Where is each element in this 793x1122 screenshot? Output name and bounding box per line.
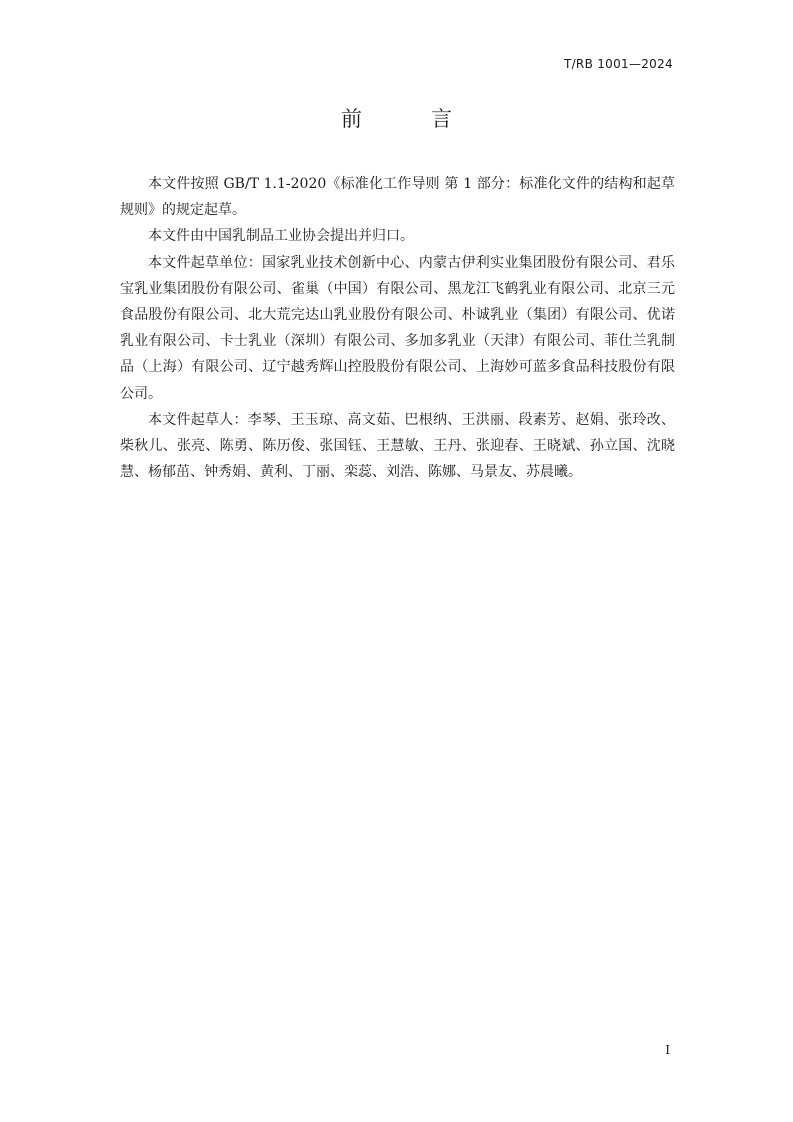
page-title: 前 言 (341, 107, 476, 131)
page-number: I (665, 1043, 670, 1057)
foreword-body (120, 171, 675, 485)
document-code: T/RB 1001—2024 (563, 57, 673, 71)
paragraph-drafting-rules: 本文件按照 GB/T 1.1-2020《标准化工作导则 第 1 部分：标准化文件的结构和起草规则》的规定起草。 (120, 176, 675, 219)
paragraph-drafting-units: 本文件起草单位：国家乳业技术创新中心、内蒙古伊利实业集团股份有限公司、君乐宝乳业集团股份有限公司、雀巢（中国）有限公司、黑龙江飞鹤乳业有限公司、北京三元食品股份有限公司、北大荒完达山乳业股份有限公司、朴诚乳业（集团）有限公司、优诺乳业有限公司、卡士乳业（深圳）有限公司、多加多乳业（天津）有限公司、菲仕兰乳制品（上海）有限公司、辽宁越秀辉山控股股份有限公司、上海妙可蓝多食品科技股份有限公司。 (120, 254, 675, 402)
paragraph-drafters: 本文件起草人：李琴、王玉琼、高文茹、巴根纳、王洪丽、段素芳、赵娟、张玲改、柴秋儿、张亮、陈勇、陈历俊、张国钰、王慧敏、王丹、张迎春、王晓斌、孙立国、沈晓慧、杨郁茁、钟秀娟、黄利、丁丽、栾蕊、刘浩、陈娜、马景友、苏晨曦。 (120, 411, 675, 481)
paragraph-proposer: 本文件由中国乳制品工业协会提出并归口。 (148, 228, 414, 245)
